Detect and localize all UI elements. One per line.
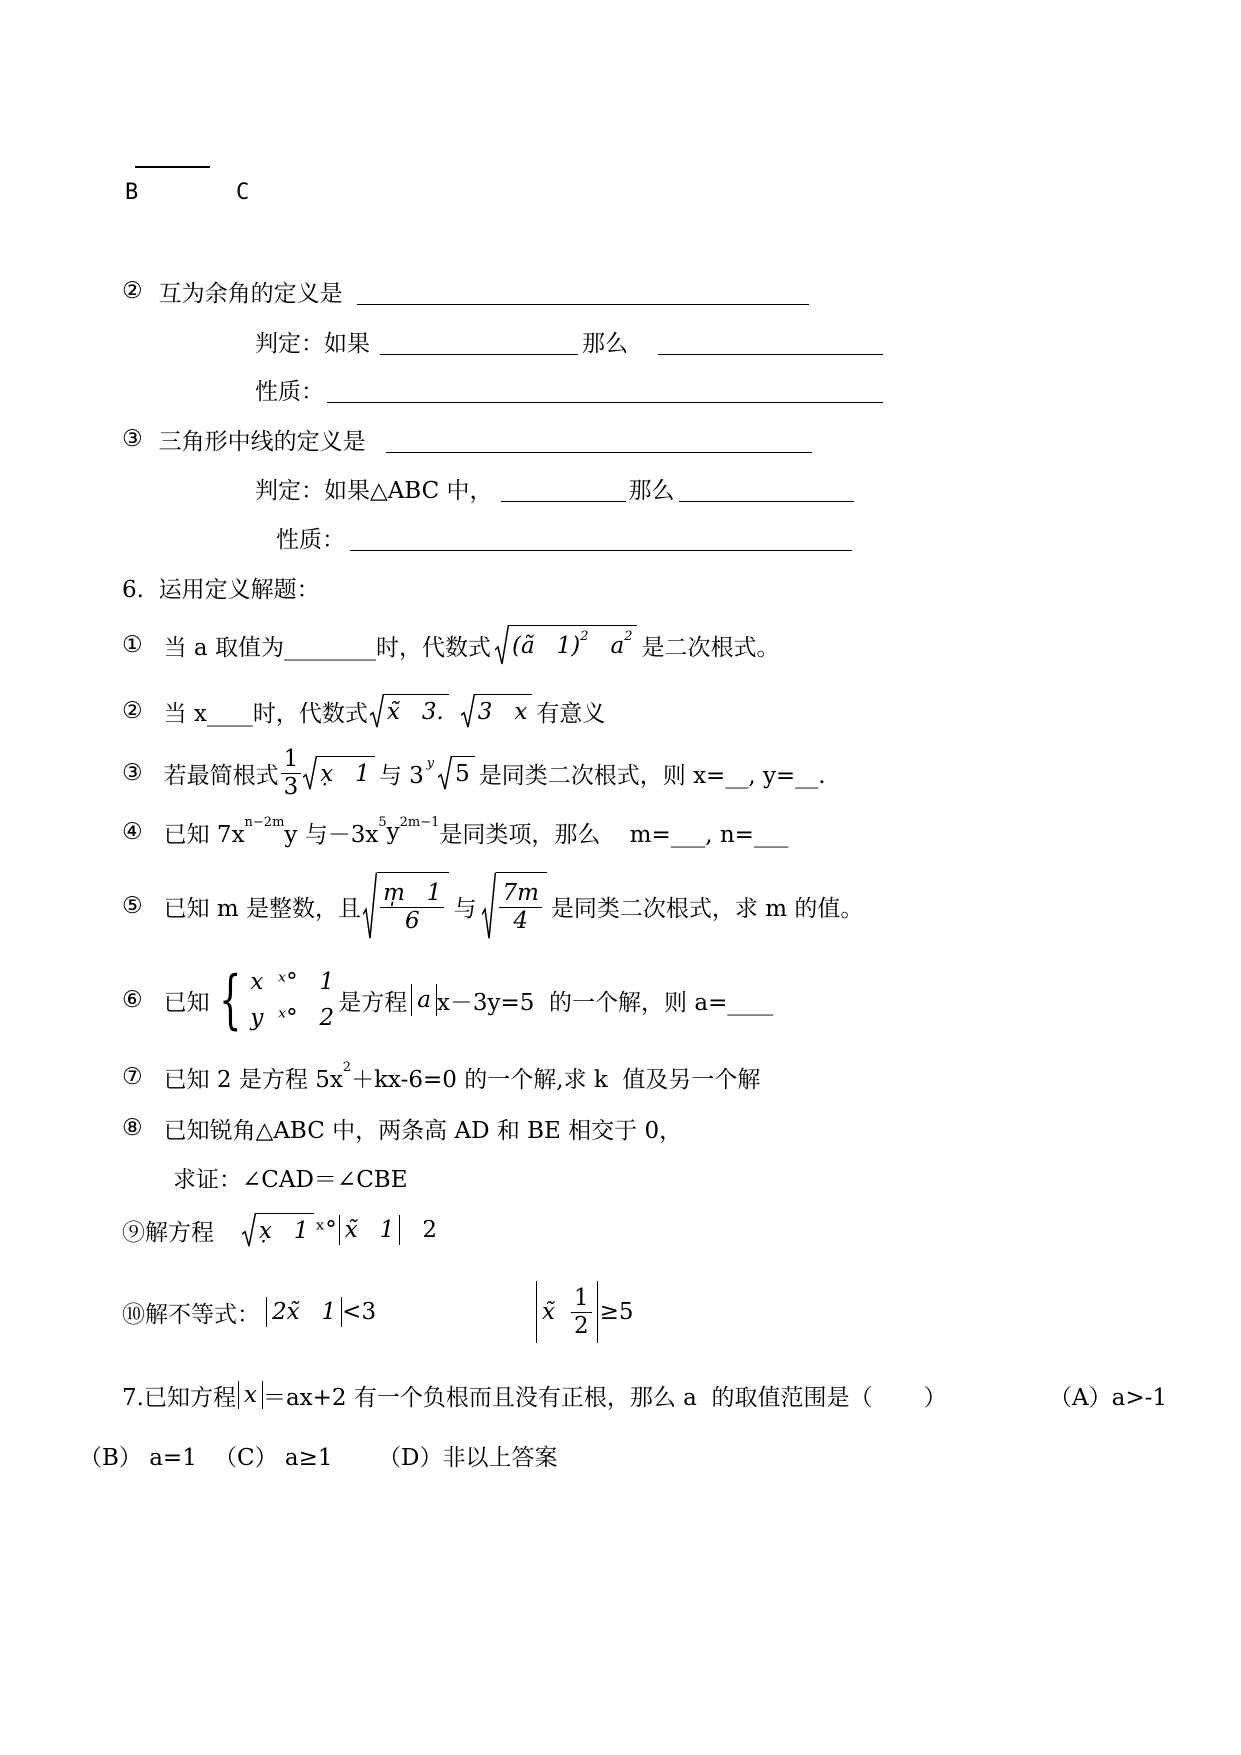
exponent: 2 (580, 628, 589, 644)
question-text: ＋kx-6=0 的一个解,求 k 值及另一个解 (351, 1066, 761, 1093)
section-title: 6. 运用定义解题： (122, 576, 320, 603)
judgement-label: 判定：如果△ABC 中， (255, 477, 493, 504)
question-text: 是二次根式。 (641, 634, 780, 661)
radicand: 5 (452, 756, 475, 790)
item-number: ⑤ (122, 893, 143, 919)
radicand (509, 625, 638, 665)
option-b-text: （B） a=1 (79, 1444, 197, 1471)
question-text: y 与－3x (284, 821, 379, 848)
question-label: ⑨解方程 (122, 1219, 214, 1246)
option-d-text: （D）非以上答案 (378, 1444, 558, 1471)
complement-judgement-line (255, 325, 883, 357)
question-text: 与 3 (378, 762, 424, 789)
question-6-4 (122, 816, 788, 848)
item-number: ③ (122, 426, 143, 452)
variable: x̃ (542, 1299, 555, 1325)
question-text: 若最简根式 (163, 762, 279, 789)
option-c (214, 1439, 333, 1471)
inequality-rhs: <3 (342, 1299, 377, 1325)
question-6-7 (122, 1061, 760, 1093)
question-6-1 (122, 621, 779, 669)
segment-bc (135, 166, 210, 168)
absolute-value: a (411, 984, 437, 1016)
question-6-10-second (536, 1280, 634, 1344)
fraction (499, 880, 541, 934)
answer-blank (679, 475, 854, 502)
radicand: 3 x (475, 694, 533, 728)
answer-blank (380, 328, 578, 355)
median-definition-line (122, 423, 812, 455)
numerator: m̩ 1 (380, 880, 444, 907)
exponent: 2 (624, 628, 633, 644)
radical-expression (363, 872, 449, 940)
left-brace: { (218, 963, 242, 1037)
question-text: x－3y=5 的一个解，则 a=____ (436, 989, 774, 1016)
question-6-8 (122, 1112, 682, 1144)
complement-property-line (255, 373, 883, 405)
radical-expression (370, 694, 449, 728)
label-b: B (125, 180, 139, 205)
item-number: ④ (122, 819, 143, 845)
item-number: ⑧ (122, 1115, 143, 1141)
section-6-title (122, 571, 320, 603)
radical-expression (461, 694, 533, 728)
exponent: 5 (378, 814, 387, 830)
radical-expression (303, 756, 375, 790)
numerator: 1 (571, 1285, 592, 1312)
radicand: x̃ 3. (384, 694, 449, 728)
item-number: ⑦ (122, 1064, 143, 1090)
question-text: 是方程 (338, 989, 408, 1016)
equation-system (250, 969, 334, 1031)
question-text: 当 x____时，代数式 (163, 700, 368, 727)
radicand-term: a (610, 633, 625, 659)
option-a-text: （A）a>-1 (1049, 1384, 1167, 1411)
label-c: C (236, 180, 250, 205)
question-text: 已知 7x (163, 821, 245, 848)
system-row: x ˣ° 1 (250, 969, 335, 995)
exponent: 2m−1 (399, 814, 440, 830)
numerator: 7m (499, 880, 541, 907)
answer-blank (386, 426, 812, 453)
radical-sign-icon (242, 1213, 256, 1247)
answer-blank (658, 328, 883, 355)
question-text: 7.已知方程 (122, 1384, 236, 1411)
prove-statement: 求证：∠CAD＝∠CBE (173, 1166, 408, 1193)
radical-expression (242, 1213, 314, 1247)
item-number: ⑥ (122, 987, 143, 1013)
complement-definition-line (122, 275, 809, 307)
radicand: x̣ 1 (317, 756, 375, 790)
radical-expression (482, 872, 546, 940)
absolute-value: x̃ 1 (339, 1215, 401, 1245)
denominator: 3 (283, 773, 299, 800)
absolute-value: x (238, 1381, 263, 1409)
option-a (1049, 1379, 1167, 1411)
question-text: ＝ax+2 有一个负根而且没有正根，那么 a 的取值范围是（ ） (262, 1384, 947, 1411)
inequality-rhs: ≥5 (599, 1299, 634, 1325)
absolute-value (536, 1281, 598, 1343)
question-6-3 (122, 741, 826, 805)
item-number: ② (122, 698, 143, 724)
fraction (380, 880, 444, 934)
system-row: y ˣ° 2 (250, 1005, 335, 1031)
operator: ˣ° (315, 1217, 337, 1243)
radical-sign-icon (370, 694, 384, 728)
exponent: n−2m (244, 814, 285, 830)
option-c-text: （C） a≥1 (214, 1444, 333, 1471)
question-label: ⑩解不等式： (122, 1301, 260, 1328)
question-6-8-prove (173, 1161, 407, 1193)
judgement-then: 那么 (582, 330, 628, 357)
absolute-value: 2x̃ 1 (266, 1297, 342, 1327)
property-label: 性质： (255, 378, 324, 405)
answer-blank (327, 376, 883, 403)
definition-prompt: 三角形中线的定义是 (158, 428, 366, 455)
question-text: 已知 m 是整数，且 (163, 895, 362, 922)
answer-blank (357, 278, 809, 305)
option-d (378, 1439, 557, 1471)
radical-sign-icon (438, 756, 452, 790)
exponent: y (426, 755, 435, 771)
answer-blank (350, 524, 852, 551)
judgement-then: 那么 (628, 477, 675, 504)
question-text: 已知锐角△ABC 中，两条高 AD 和 BE 相交于 0， (163, 1117, 683, 1144)
option-b (79, 1439, 197, 1471)
median-property-line (276, 521, 852, 553)
question-6-6 (122, 965, 773, 1035)
question-text: 是同类项，那么 m=___, n=___ (439, 821, 789, 848)
question-text: y (386, 819, 400, 845)
item-number: ② (122, 278, 143, 304)
radicand: x̣ 1 (256, 1213, 314, 1247)
radical-sign-icon (461, 694, 475, 728)
denominator: 2 (573, 1312, 589, 1339)
question-text: 有意义 (536, 700, 606, 727)
property-label: 性质： (276, 526, 345, 553)
radical-expression (438, 756, 475, 790)
question-text: 是同类二次根式，求 m 的值。 (550, 895, 864, 922)
radical-sign-icon (363, 872, 377, 940)
answer-blank (501, 475, 626, 502)
denominator: 4 (513, 907, 528, 934)
radical-sign-icon (482, 872, 496, 940)
radicand (377, 872, 449, 940)
definition-prompt: 互为余角的定义是 (158, 280, 343, 307)
question-text: 当 a 取值为________时，代数式 (163, 634, 491, 661)
item-number: ① (122, 632, 143, 658)
item-number: ③ (122, 760, 143, 786)
median-judgement-line (255, 472, 854, 504)
question-7 (122, 1379, 947, 1411)
question-text: 是同类二次根式，则 x=__, y=__. (478, 762, 826, 789)
fraction (571, 1285, 592, 1339)
question-text: 与 (453, 895, 477, 922)
radicand-base: (ã 1) (511, 633, 581, 659)
exponent: 2 (342, 1059, 352, 1075)
fraction (281, 746, 302, 800)
radical-sign-icon (495, 625, 509, 665)
question-text: 已知 (163, 989, 210, 1016)
numerator: 1 (281, 746, 302, 773)
denominator: 6 (404, 907, 420, 934)
right-hand-side: 2 (422, 1217, 437, 1243)
question-6-10 (122, 1280, 376, 1344)
radical-expression (495, 625, 638, 665)
question-6-9 (122, 1208, 437, 1252)
question-text: 已知 2 是方程 5x (163, 1066, 343, 1093)
question-6-2 (122, 691, 605, 731)
judgement-label: 判定：如果 (255, 330, 370, 357)
question-6-5 (122, 870, 863, 942)
radicand (496, 872, 546, 940)
radical-sign-icon (303, 756, 317, 790)
